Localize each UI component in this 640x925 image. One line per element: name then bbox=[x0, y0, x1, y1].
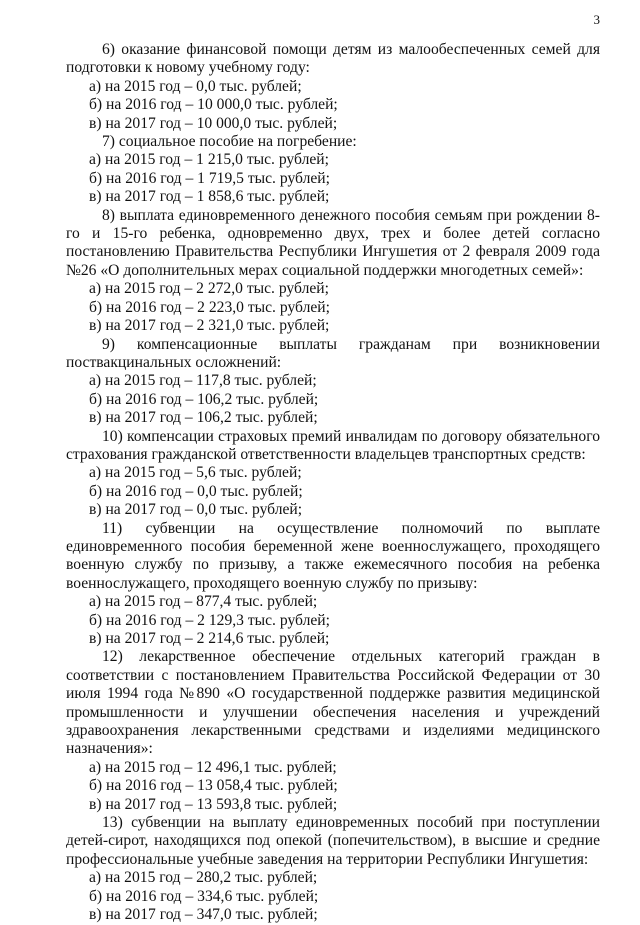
amount-line: в) на 2017 год – 2 321,0 тыс. рублей; bbox=[89, 317, 330, 335]
paragraph-heading: 11) субвенции на осуществление полномочий по выплате единовременного пособия беременной жене военнослужащего, проходящего военную службу по призыву, а также ежемесячного пособия на ребенка военнослужащего, проходящего военную службу по призыву: bbox=[66, 519, 600, 592]
amount-line: в) на 2017 год – 106,2 тыс. рублей; bbox=[89, 409, 318, 427]
amount-line: а) на 2015 год – 5,6 тыс. рублей; bbox=[89, 464, 302, 482]
paragraph-continuation: поствакцинальных осложнений: bbox=[66, 353, 282, 371]
heading-word: 9) bbox=[102, 335, 115, 353]
amount-line: б) на 2016 год – 106,2 тыс. рублей; bbox=[89, 390, 319, 408]
page-number: 3 bbox=[593, 12, 600, 27]
paragraph-heading: 13) субвенции на выплату единовременных пособий при поступлении детей-сирот, находящихся под опекой (попечительством), в высшие и средние профессиональные учебные заведения на территории Республики Ингушетия: bbox=[66, 814, 600, 868]
amount-line: б) на 2016 год – 2 223,0 тыс. рублей; bbox=[89, 298, 330, 316]
amount-line: а) на 2015 год – 280,2 тыс. рублей; bbox=[89, 869, 318, 887]
amount-line: в) на 2017 год – 2 214,6 тыс. рублей; bbox=[89, 630, 330, 647]
amount-line: в) на 2017 год – 0,0 тыс. рублей; bbox=[89, 501, 303, 519]
amount-line: а) на 2015 год – 117,8 тыс. рублей; bbox=[89, 372, 317, 390]
amount-line: б) на 2016 год – 2 129,3 тыс. рублей; bbox=[89, 611, 330, 629]
amount-line: а) на 2015 год – 12 496,1 тыс. рублей; bbox=[89, 758, 337, 776]
paragraph-heading: 8) выплата единовременного денежного пособия семьям при рождении 8-го и 15-го ребенка, одновременно двух, трех и более детей согласно постановлению Правительства Республики Ингушетия от 2 февраля 2009 года №26 «О дополнительных мерах социальной поддержки многодетных семей»: bbox=[66, 206, 600, 279]
paragraph-heading: 12) лекарственное обеспечение отдельных категорий граждан в соответствии с постановлением Правительства Российской Федерации от 30 июля 1994 года №890 «О государственной поддержке развития медицинской промышленности и улучшении обеспечения населения и учреждений здравоохранения лекарственными средствами и изделиями медицинского назначения»: bbox=[66, 648, 600, 758]
heading-word: гражданам bbox=[358, 335, 431, 353]
heading-word: выплаты bbox=[279, 335, 337, 353]
paragraph-heading: 6) оказание финансовой помощи детям из малообеспеченных семей для подготовки к новому учебному году: bbox=[66, 41, 600, 77]
amount-line: в) на 2017 год – 13 593,8 тыс. рублей; bbox=[89, 795, 338, 813]
amount-line: в) на 2017 год – 10 000,0 тыс. рублей; bbox=[89, 114, 338, 132]
amount-line: в) на 2017 год – 347,0 тыс. рублей; bbox=[89, 906, 318, 924]
paragraph-heading bbox=[102, 336, 600, 354]
amount-line: б) на 2016 год – 0,0 тыс. рублей; bbox=[89, 482, 303, 500]
paragraph-heading: 7) социальное пособие на погребение: bbox=[102, 133, 357, 151]
document-body bbox=[66, 41, 600, 925]
paragraph-heading: 10) компенсации страховых премий инвалидам по договору обязательного страхования гражданской ответственности владельцев транспортных средств: bbox=[66, 427, 600, 463]
heading-word: компенсационные bbox=[136, 335, 258, 353]
amount-line: а) на 2015 год – 877,4 тыс. рублей; bbox=[89, 593, 318, 611]
heading-word: при bbox=[452, 335, 478, 353]
amount-line: б) на 2016 год – 1 719,5 тыс. рублей; bbox=[89, 169, 330, 187]
amount-line: б) на 2016 год – 334,6 тыс. рублей; bbox=[89, 887, 319, 905]
amount-line: б) на 2016 год – 10 000,0 тыс. рублей; bbox=[89, 96, 338, 114]
amount-line: а) на 2015 год – 2 272,0 тыс. рублей; bbox=[89, 280, 329, 298]
amount-line: а) на 2015 год – 1 215,0 тыс. рублей; bbox=[89, 151, 329, 169]
heading-word: возникновении bbox=[499, 335, 600, 353]
amount-line: а) на 2015 год – 0,0 тыс. рублей; bbox=[89, 77, 302, 95]
amount-line: в) на 2017 год – 1 858,6 тыс. рублей; bbox=[89, 188, 330, 206]
amount-line: б) на 2016 год – 13 058,4 тыс. рублей; bbox=[89, 777, 338, 795]
